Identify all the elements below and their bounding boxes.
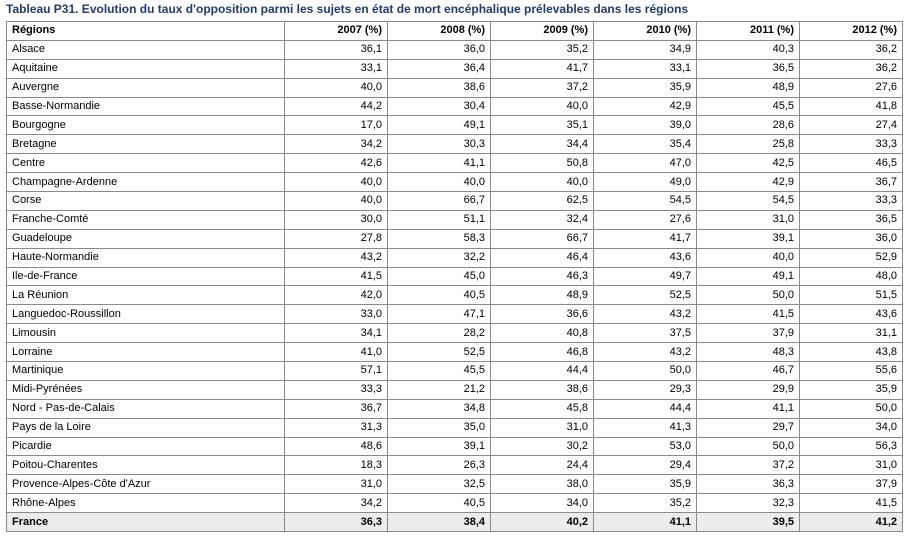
rate-cell: 37,9 bbox=[697, 324, 800, 343]
rate-cell: 29,4 bbox=[594, 456, 697, 475]
rate-cell: 49,1 bbox=[388, 116, 491, 135]
rate-cell: 31,0 bbox=[491, 418, 594, 437]
table-row bbox=[7, 437, 903, 456]
rate-cell: 46,8 bbox=[491, 343, 594, 362]
rate-cell: 40,0 bbox=[285, 173, 388, 192]
region-name-cell: Franche-Comté bbox=[7, 210, 285, 229]
rate-cell: 44,4 bbox=[594, 399, 697, 418]
table-row bbox=[7, 380, 903, 399]
rate-cell: 29,7 bbox=[697, 418, 800, 437]
rate-cell: 33,3 bbox=[800, 135, 903, 154]
rate-cell: 48,9 bbox=[491, 286, 594, 305]
rate-cell: 40,3 bbox=[697, 40, 800, 59]
table-row bbox=[7, 399, 903, 418]
rate-cell: 38,6 bbox=[388, 78, 491, 97]
rate-cell: 51,1 bbox=[388, 210, 491, 229]
rate-cell: 50,0 bbox=[800, 399, 903, 418]
rate-cell: 30,4 bbox=[388, 97, 491, 116]
rate-cell: 54,5 bbox=[697, 192, 800, 211]
region-name-cell: Auvergne bbox=[7, 78, 285, 97]
rate-cell: 35,0 bbox=[388, 418, 491, 437]
rate-cell: 36,2 bbox=[800, 59, 903, 78]
table-row bbox=[7, 210, 903, 229]
rate-cell: 44,2 bbox=[285, 97, 388, 116]
rate-cell: 31,3 bbox=[285, 418, 388, 437]
region-name-cell: Aquitaine bbox=[7, 59, 285, 78]
region-name-cell: Picardie bbox=[7, 437, 285, 456]
region-name-cell: Lorraine bbox=[7, 343, 285, 362]
rate-cell: 27,8 bbox=[285, 229, 388, 248]
rate-cell: 57,1 bbox=[285, 362, 388, 381]
rate-cell: 36,7 bbox=[800, 173, 903, 192]
rate-cell: 40,5 bbox=[388, 494, 491, 513]
rate-cell: 35,9 bbox=[594, 78, 697, 97]
rate-cell: 40,8 bbox=[491, 324, 594, 343]
rate-cell: 44,4 bbox=[491, 362, 594, 381]
rate-cell: 33,0 bbox=[285, 305, 388, 324]
region-name-cell: Provence-Alpes-Côte d'Azur bbox=[7, 475, 285, 494]
column-header-year: 2008 (%) bbox=[388, 22, 491, 41]
rate-cell: 21,2 bbox=[388, 380, 491, 399]
rate-cell: 36,5 bbox=[800, 210, 903, 229]
rate-cell: 40,0 bbox=[285, 192, 388, 211]
region-name-cell: Basse-Normandie bbox=[7, 97, 285, 116]
rate-cell: 50,0 bbox=[594, 362, 697, 381]
rate-cell: 41,7 bbox=[594, 229, 697, 248]
table-row bbox=[7, 494, 903, 513]
rate-cell: 40,0 bbox=[491, 97, 594, 116]
rate-cell: 34,9 bbox=[594, 40, 697, 59]
rate-cell: 34,2 bbox=[285, 494, 388, 513]
rate-cell: 42,0 bbox=[285, 286, 388, 305]
rate-cell: 42,9 bbox=[697, 173, 800, 192]
region-name-cell: Pays de la Loire bbox=[7, 418, 285, 437]
total-rate-cell: 40,2 bbox=[491, 513, 594, 532]
table-row bbox=[7, 154, 903, 173]
column-header-year: 2009 (%) bbox=[491, 22, 594, 41]
rate-cell: 36,5 bbox=[697, 59, 800, 78]
rate-cell: 30,0 bbox=[285, 210, 388, 229]
rate-cell: 66,7 bbox=[388, 192, 491, 211]
column-header-year: 2011 (%) bbox=[697, 22, 800, 41]
table-row bbox=[7, 418, 903, 437]
table-row bbox=[7, 173, 903, 192]
rate-cell: 47,1 bbox=[388, 305, 491, 324]
rate-cell: 37,2 bbox=[697, 456, 800, 475]
region-name-cell: Ile-de-France bbox=[7, 267, 285, 286]
region-name-cell: Languedoc-Roussillon bbox=[7, 305, 285, 324]
table-caption: Tableau P31. Evolution du taux d'opposition parmi les sujets en état de mort encéphalique prélevables dans les régions bbox=[6, 2, 689, 16]
table-row bbox=[7, 192, 903, 211]
rate-cell: 35,9 bbox=[800, 380, 903, 399]
rate-cell: 49,0 bbox=[594, 173, 697, 192]
table-row bbox=[7, 40, 903, 59]
rate-cell: 40,5 bbox=[388, 286, 491, 305]
region-name-cell: Bourgogne bbox=[7, 116, 285, 135]
rate-cell: 27,6 bbox=[800, 78, 903, 97]
rate-cell: 41,3 bbox=[594, 418, 697, 437]
rate-cell: 50,8 bbox=[491, 154, 594, 173]
rate-cell: 36,3 bbox=[697, 475, 800, 494]
rate-cell: 32,5 bbox=[388, 475, 491, 494]
rate-cell: 58,3 bbox=[388, 229, 491, 248]
rate-cell: 35,9 bbox=[594, 475, 697, 494]
region-name-cell: Midi-Pyrénées bbox=[7, 380, 285, 399]
rate-cell: 49,1 bbox=[697, 267, 800, 286]
table-row bbox=[7, 59, 903, 78]
rate-cell: 40,0 bbox=[491, 173, 594, 192]
rate-cell: 50,0 bbox=[697, 286, 800, 305]
rate-cell: 35,2 bbox=[594, 494, 697, 513]
rate-cell: 42,6 bbox=[285, 154, 388, 173]
rate-cell: 52,5 bbox=[388, 343, 491, 362]
rate-cell: 31,0 bbox=[800, 456, 903, 475]
rate-cell: 33,3 bbox=[800, 192, 903, 211]
rate-cell: 43,2 bbox=[594, 343, 697, 362]
rate-cell: 42,9 bbox=[594, 97, 697, 116]
table-row bbox=[7, 456, 903, 475]
table-row bbox=[7, 362, 903, 381]
rate-cell: 33,3 bbox=[285, 380, 388, 399]
rate-cell: 53,0 bbox=[594, 437, 697, 456]
region-name-cell: Martinique bbox=[7, 362, 285, 381]
rate-cell: 48,3 bbox=[697, 343, 800, 362]
rate-cell: 34,2 bbox=[285, 135, 388, 154]
rate-cell: 45,5 bbox=[388, 362, 491, 381]
rate-cell: 24,4 bbox=[491, 456, 594, 475]
rate-cell: 46,3 bbox=[491, 267, 594, 286]
rate-cell: 41,7 bbox=[491, 59, 594, 78]
rate-cell: 33,1 bbox=[285, 59, 388, 78]
rate-cell: 32,3 bbox=[697, 494, 800, 513]
total-rate-cell: 41,1 bbox=[594, 513, 697, 532]
rate-cell: 26,3 bbox=[388, 456, 491, 475]
rate-cell: 48,0 bbox=[800, 267, 903, 286]
rate-cell: 28,6 bbox=[697, 116, 800, 135]
rate-cell: 41,5 bbox=[800, 494, 903, 513]
rate-cell: 56,3 bbox=[800, 437, 903, 456]
rate-cell: 35,1 bbox=[491, 116, 594, 135]
rate-cell: 30,3 bbox=[388, 135, 491, 154]
rate-cell: 48,6 bbox=[285, 437, 388, 456]
rate-cell: 47,0 bbox=[594, 154, 697, 173]
region-name-cell: Champagne-Ardenne bbox=[7, 173, 285, 192]
rate-cell: 25,8 bbox=[697, 135, 800, 154]
rate-cell: 62,5 bbox=[491, 192, 594, 211]
rate-cell: 40,0 bbox=[285, 78, 388, 97]
column-header-regions: Régions bbox=[7, 22, 285, 41]
rate-cell: 36,6 bbox=[491, 305, 594, 324]
rate-cell: 43,8 bbox=[800, 343, 903, 362]
rate-cell: 31,1 bbox=[800, 324, 903, 343]
total-row bbox=[7, 513, 903, 532]
rate-cell: 39,0 bbox=[594, 116, 697, 135]
rate-cell: 34,4 bbox=[491, 135, 594, 154]
table-row bbox=[7, 475, 903, 494]
rate-cell: 36,0 bbox=[388, 40, 491, 59]
table-row bbox=[7, 286, 903, 305]
table-row bbox=[7, 324, 903, 343]
column-header-year: 2010 (%) bbox=[594, 22, 697, 41]
rate-cell: 28,2 bbox=[388, 324, 491, 343]
region-name-cell: Centre bbox=[7, 154, 285, 173]
rate-cell: 29,9 bbox=[697, 380, 800, 399]
region-name-cell: La Réunion bbox=[7, 286, 285, 305]
rate-cell: 35,4 bbox=[594, 135, 697, 154]
rate-cell: 37,2 bbox=[491, 78, 594, 97]
rate-cell: 43,6 bbox=[594, 248, 697, 267]
column-header-year: 2007 (%) bbox=[285, 22, 388, 41]
rate-cell: 36,2 bbox=[800, 40, 903, 59]
rate-cell: 36,0 bbox=[800, 229, 903, 248]
rate-cell: 41,5 bbox=[285, 267, 388, 286]
table-row bbox=[7, 78, 903, 97]
rate-cell: 34,0 bbox=[491, 494, 594, 513]
region-name-cell: Nord - Pas-de-Calais bbox=[7, 399, 285, 418]
rate-cell: 27,4 bbox=[800, 116, 903, 135]
region-name-cell: Limousin bbox=[7, 324, 285, 343]
rate-cell: 41,1 bbox=[388, 154, 491, 173]
rate-cell: 31,0 bbox=[285, 475, 388, 494]
regional-opposition-table bbox=[6, 21, 903, 532]
table-row bbox=[7, 248, 903, 267]
rate-cell: 37,5 bbox=[594, 324, 697, 343]
rate-cell: 38,6 bbox=[491, 380, 594, 399]
table-body bbox=[7, 40, 903, 531]
table-row bbox=[7, 305, 903, 324]
rate-cell: 40,0 bbox=[388, 173, 491, 192]
rate-cell: 42,5 bbox=[697, 154, 800, 173]
rate-cell: 46,5 bbox=[800, 154, 903, 173]
rate-cell: 36,4 bbox=[388, 59, 491, 78]
rate-cell: 39,1 bbox=[697, 229, 800, 248]
rate-cell: 50,0 bbox=[697, 437, 800, 456]
rate-cell: 52,9 bbox=[800, 248, 903, 267]
rate-cell: 49,7 bbox=[594, 267, 697, 286]
rate-cell: 40,0 bbox=[697, 248, 800, 267]
table-row bbox=[7, 229, 903, 248]
region-name-cell: Poitou-Charentes bbox=[7, 456, 285, 475]
rate-cell: 36,1 bbox=[285, 40, 388, 59]
total-rate-cell: 41,2 bbox=[800, 513, 903, 532]
rate-cell: 51,5 bbox=[800, 286, 903, 305]
rate-cell: 46,7 bbox=[697, 362, 800, 381]
rate-cell: 32,4 bbox=[491, 210, 594, 229]
rate-cell: 29,3 bbox=[594, 380, 697, 399]
rate-cell: 55,6 bbox=[800, 362, 903, 381]
table-row bbox=[7, 267, 903, 286]
rate-cell: 45,5 bbox=[697, 97, 800, 116]
rate-cell: 43,2 bbox=[285, 248, 388, 267]
rate-cell: 35,2 bbox=[491, 40, 594, 59]
rate-cell: 31,0 bbox=[697, 210, 800, 229]
rate-cell: 39,1 bbox=[388, 437, 491, 456]
rate-cell: 66,7 bbox=[491, 229, 594, 248]
rate-cell: 46,4 bbox=[491, 248, 594, 267]
rate-cell: 45,8 bbox=[491, 399, 594, 418]
region-name-cell: Guadeloupe bbox=[7, 229, 285, 248]
rate-cell: 45,0 bbox=[388, 267, 491, 286]
rate-cell: 34,8 bbox=[388, 399, 491, 418]
rate-cell: 43,6 bbox=[800, 305, 903, 324]
column-header-year: 2012 (%) bbox=[800, 22, 903, 41]
rate-cell: 41,1 bbox=[697, 399, 800, 418]
rate-cell: 36,7 bbox=[285, 399, 388, 418]
rate-cell: 17,0 bbox=[285, 116, 388, 135]
rate-cell: 33,1 bbox=[594, 59, 697, 78]
table-row bbox=[7, 135, 903, 154]
rate-cell: 52,5 bbox=[594, 286, 697, 305]
total-rate-cell: 36,3 bbox=[285, 513, 388, 532]
table-header-row bbox=[7, 22, 903, 41]
rate-cell: 34,1 bbox=[285, 324, 388, 343]
region-name-cell: Corse bbox=[7, 192, 285, 211]
region-name-cell: Rhône-Alpes bbox=[7, 494, 285, 513]
rate-cell: 32,2 bbox=[388, 248, 491, 267]
table-row bbox=[7, 97, 903, 116]
region-name-cell: Haute-Normandie bbox=[7, 248, 285, 267]
rate-cell: 37,9 bbox=[800, 475, 903, 494]
region-name-cell: Alsace bbox=[7, 40, 285, 59]
rate-cell: 34,0 bbox=[800, 418, 903, 437]
region-name-cell: Bretagne bbox=[7, 135, 285, 154]
table-row bbox=[7, 343, 903, 362]
rate-cell: 38,0 bbox=[491, 475, 594, 494]
rate-cell: 30,2 bbox=[491, 437, 594, 456]
rate-cell: 18,3 bbox=[285, 456, 388, 475]
table-row bbox=[7, 116, 903, 135]
rate-cell: 54,5 bbox=[594, 192, 697, 211]
rate-cell: 27,6 bbox=[594, 210, 697, 229]
total-rate-cell: 39,5 bbox=[697, 513, 800, 532]
total-label-cell: France bbox=[7, 513, 285, 532]
rate-cell: 41,0 bbox=[285, 343, 388, 362]
total-rate-cell: 38,4 bbox=[388, 513, 491, 532]
rate-cell: 41,8 bbox=[800, 97, 903, 116]
rate-cell: 43,2 bbox=[594, 305, 697, 324]
rate-cell: 41,5 bbox=[697, 305, 800, 324]
rate-cell: 48,9 bbox=[697, 78, 800, 97]
